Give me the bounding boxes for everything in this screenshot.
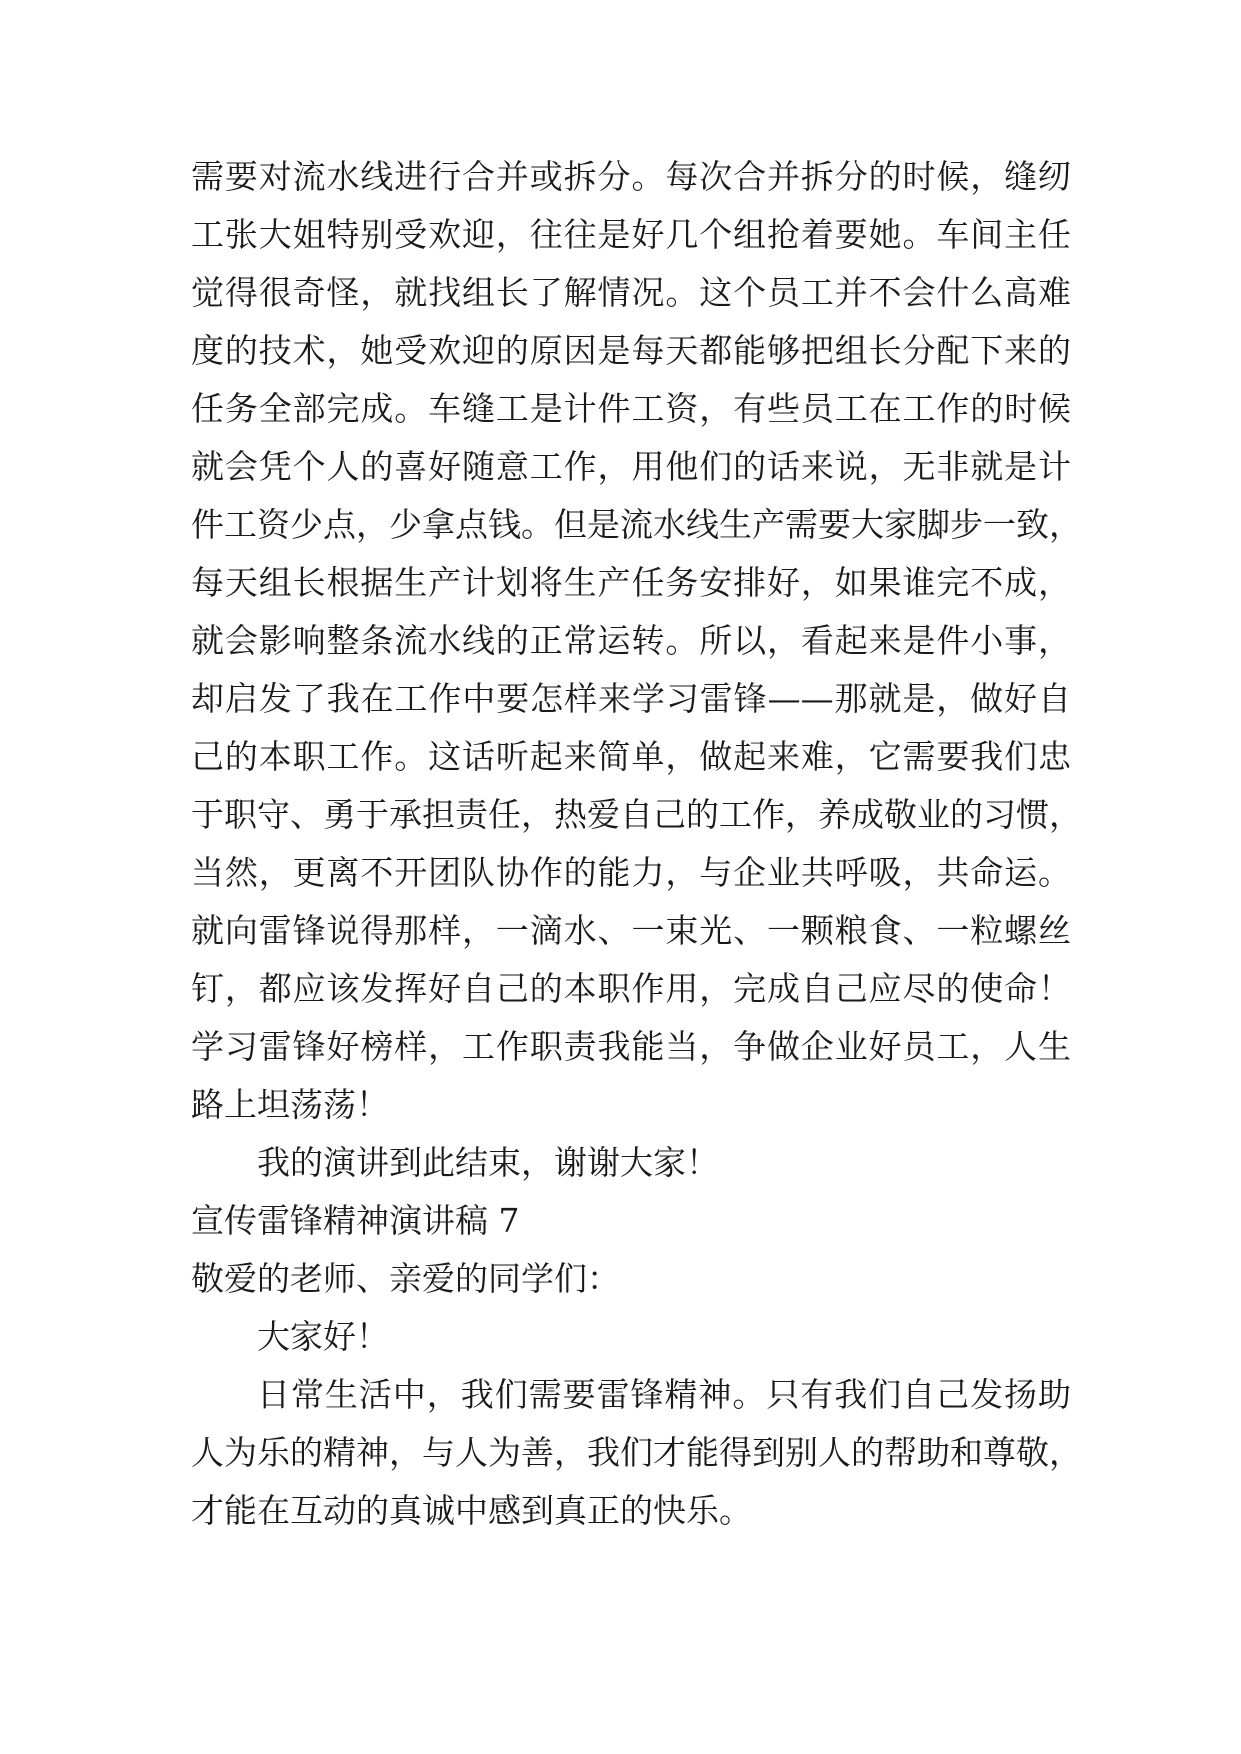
paragraph-line: 就向雷锋说得那样，一滴水、一束光、一颗粮食、一粒螺丝 (191, 911, 1071, 950)
speech-paragraph-2 (191, 1366, 1082, 1540)
paragraph-line: 每天组长根据生产计划将生产任务安排好，如果谁完不成， (191, 563, 1071, 602)
paragraph-line: 学习雷锋好榜样，工作职责我能当，争做企业好员工，人生 (191, 1027, 1071, 1066)
paragraph-line: 当然，更离不开团队协作的能力，与企业共呼吸，共命运。 (191, 853, 1071, 892)
section-title: 宣传雷锋精神演讲稿 7 (191, 1201, 520, 1240)
paragraph-line: 就会凭个人的喜好随意工作，用他们的话来说，无非就是计 (191, 447, 1071, 486)
paragraph-line: 人为乐的精神，与人为善，我们才能得到别人的帮助和尊敬， (191, 1433, 1082, 1472)
greeting: 大家好！ (257, 1317, 389, 1356)
speech-paragraph (191, 148, 1082, 1134)
paragraph-line: 觉得很奇怪，就找组长了解情况。这个员工并不会什么高难 (191, 273, 1071, 312)
paragraph-line: 才能在互动的真诚中感到真正的快乐。 (191, 1491, 752, 1530)
paragraph-line: 日常生活中，我们需要雷锋精神。只有我们自己发扬助 (257, 1375, 1071, 1414)
paragraph-line: 钉，都应该发挥好自己的本职作用，完成自己应尽的使命！ (191, 969, 1071, 1008)
paragraph-line: 己的本职工作。这话听起来简单，做起来难，它需要我们忠 (191, 737, 1071, 776)
closing-line: 我的演讲到此结束，谢谢大家！ (257, 1143, 719, 1182)
paragraph-line: 度的技术，她受欢迎的原因是每天都能够把组长分配下来的 (191, 331, 1071, 370)
salutation: 敬爱的老师、亲爱的同学们： (191, 1259, 620, 1298)
document-body (191, 148, 1082, 1540)
paragraph-line: 任务全部完成。车缝工是计件工资，有些员工在工作的时候 (191, 389, 1071, 428)
paragraph-line: 工张大姐特别受欢迎，往往是好几个组抢着要她。车间主任 (191, 215, 1071, 254)
paragraph-line: 件工资少点，少拿点钱。但是流水线生产需要大家脚步一致， (191, 505, 1082, 544)
paragraph-line: 于职守、勇于承担责任，热爱自己的工作，养成敬业的习惯， (191, 795, 1082, 834)
paragraph-line: 却启发了我在工作中要怎样来学习雷锋——那就是，做好自 (191, 679, 1071, 718)
paragraph-line: 就会影响整条流水线的正常运转。所以，看起来是件小事， (191, 621, 1071, 660)
paragraph-line: 路上坦荡荡！ (191, 1085, 389, 1124)
paragraph-line: 需要对流水线进行合并或拆分。每次合并拆分的时候，缝纫 (191, 157, 1071, 196)
